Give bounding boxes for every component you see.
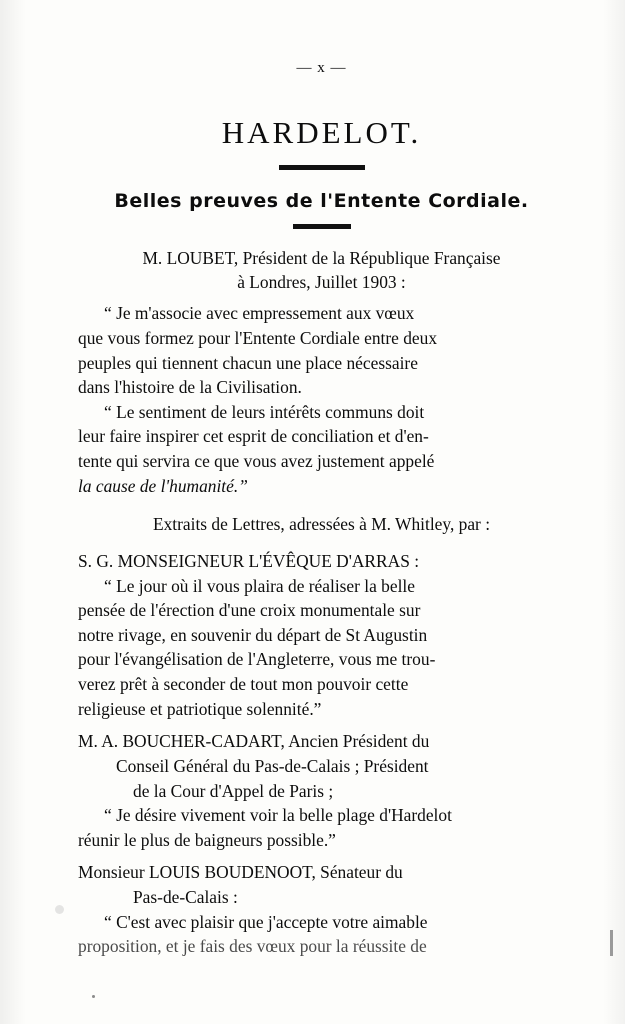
- loubet-quote1-line4: dans l'histoire de la Civilisation.: [78, 377, 302, 398]
- letter-2-heading: M. A. BOUCHER-CADART, Ancien Président du: [78, 731, 430, 752]
- letter-2-line-1: “ Je désire vivement voir la belle plage d'Hardelot: [104, 805, 452, 826]
- letter-3-line-1: “ C'est avec plaisir que j'accepte votre aimable: [104, 911, 428, 932]
- letter-3-line-2: proposition, et je fais des vœux pour la réussite de: [78, 936, 427, 957]
- scan-dot-bottom: [92, 995, 95, 998]
- loubet-quote2-line3: tente qui servira ce que vous avez justement appelé: [78, 451, 435, 471]
- body-text: [78, 247, 565, 958]
- letter-2-heading-line-3: de la Cour d'Appel de Paris ;: [133, 780, 334, 801]
- letter-1-line-6: religieuse et patriotique solennité.”: [78, 698, 322, 719]
- subtitle-rule-divider: [293, 224, 351, 229]
- page-left-shadow: [0, 0, 26, 1024]
- loubet-quote1-line1: “ Je m'associe avec empressement aux vœux: [104, 303, 415, 324]
- spacer: [78, 722, 565, 730]
- letter-2-line-2: réunir le plus de baigneurs possible.”: [78, 829, 336, 850]
- scan-blemish: [55, 905, 64, 914]
- letter-3-heading-line-2: Pas-de-Calais :: [133, 887, 238, 907]
- scan-mark-right: [610, 930, 613, 956]
- spacer: [78, 294, 565, 302]
- letter-2-heading-line-2: Conseil Général du Pas-de-Calais ; Président: [116, 755, 429, 776]
- attribution-line: Extraits de Lettres, adressées à M. Whitley, par :: [152, 514, 491, 535]
- loubet-quote2-line1: “ Le sentiment de leurs intérêts communs doit: [104, 401, 425, 422]
- loubet-quote2-line2: leur faire inspirer cet esprit de conciliation et d'en-: [78, 426, 429, 447]
- loubet-speaker-line-1: M. LOUBET, Président de la République Française: [142, 248, 501, 268]
- loubet-speaker-line-2: à Londres, Juillet 1903 :: [237, 271, 406, 292]
- letter-1-line-4: pour l'évangélisation de l'Angleterre, vous me trou-: [78, 649, 436, 670]
- loubet-quote2-line4: la cause de l'humanité.”: [78, 475, 248, 496]
- letter-1-heading: S. G. MONSEIGNEUR L'ÉVÊQUE D'ARRAS :: [78, 550, 420, 571]
- page-folio: — x —: [296, 60, 347, 76]
- loubet-quote1-line3: peuples qui tiennent chacun une place nécessaire: [78, 352, 418, 373]
- page-right-shadow: [603, 0, 625, 1024]
- loubet-quote1-line2: que vous formez pour l'Entente Cordiale entre deux: [78, 327, 438, 348]
- letter-1-line-3: notre rivage, en souvenir du départ de St Augustin: [78, 624, 428, 645]
- spacer: [78, 853, 565, 861]
- page-title: HARDELOT.: [221, 115, 422, 150]
- page-subtitle: Belles preuves de l'Entente Cordiale.: [114, 190, 529, 212]
- letter-1-line-5: verez prêt à seconder de tout mon pouvoir cette: [78, 674, 409, 694]
- title-rule-divider: [279, 165, 365, 170]
- letter-1-line-2: pensée de l'érection d'une croix monumentale sur: [78, 600, 421, 621]
- page-content: [78, 60, 565, 960]
- letter-1-line-1: “ Le jour où il vous plaira de réaliser la belle: [104, 575, 415, 596]
- letter-3-heading: Monsieur LOUIS BOUDENOOT, Sénateur du: [78, 862, 403, 883]
